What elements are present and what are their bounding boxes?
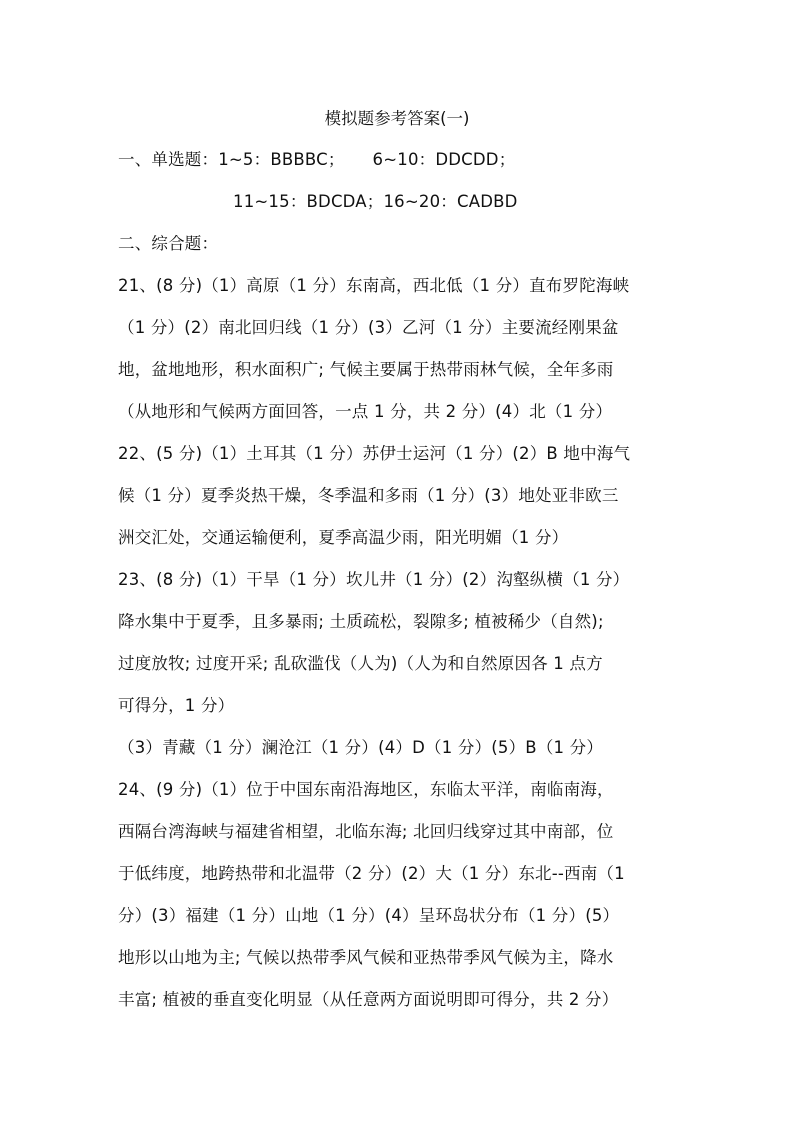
answer-line: 可得分，1 分） (118, 696, 235, 715)
answer-line: 西隔台湾海峡与福建省相望，北临东海; 北回归线穿过其中南部，位 (118, 822, 614, 841)
answer-line: 23、(8 分)（1）干旱（1 分）坎儿井（1 分）(2）沟壑纵横（1 分） (118, 570, 630, 589)
answer-line: 降水集中于夏季，且多暴雨; 土质疏松，裂隙多; 植被稀少（自然); (118, 612, 604, 631)
answer-line: 过度放牧; 过度开采; 乱砍滥伐（人为)（人为和自然原因各 1 点方 (118, 654, 603, 673)
answer-line: （3）青藏（1 分）澜沧江（1 分）(4）D（1 分）(5）B（1 分） (118, 738, 604, 757)
answer-line: 22、(5 分)（1）土耳其（1 分）苏伊士运河（1 分）(2）B 地中海气 (118, 444, 631, 463)
answer-line: （1 分）(2）南北回归线（1 分）(3）乙河（1 分）主要流经刚果盆 (118, 318, 619, 337)
answer-line: 丰富; 植被的垂直变化明显（从任意两方面说明即可得分，共 2 分） (118, 990, 619, 1009)
section-comprehensive-heading: 二、综合题： (118, 234, 219, 253)
answer-line: 地形以山地为主; 气候以热带季风气候和亚热带季风气候为主，降水 (118, 948, 614, 967)
answer-line: 地，盆地地形，积水面积广; 气候主要属于热带雨林气候，全年多雨 (118, 360, 614, 379)
answer-line: （从地形和气候两方面回答，一点 1 分，共 2 分）(4）北（1 分） (118, 402, 613, 421)
page-title: 模拟题参考答案(一) (324, 109, 470, 128)
answer-line: 分）(3）福建（1 分）山地（1 分）(4）呈环岛状分布（1 分）(5） (118, 906, 620, 925)
answer-line: 21、(8 分)（1）高原（1 分）东南高，西北低（1 分）直布罗陀海峡 (118, 276, 630, 295)
single-choice-answers-1: 一、单选题：1~5：BBBBC； (118, 150, 345, 169)
single-choice-answers-2: 6~10：DDCDD； (372, 150, 516, 169)
answer-line: 候（1 分）夏季炎热干燥，冬季温和多雨（1 分）(3）地处亚非欧三 (118, 486, 619, 505)
section-single-choice-line1 (118, 148, 515, 172)
answer-line: 洲交汇处，交通运输便利，夏季高温少雨，阳光明媚（1 分） (118, 528, 569, 547)
answer-line: 于低纬度，地跨热带和北温带（2 分）(2）大（1 分）东北--西南（1 (118, 864, 625, 883)
answer-line: 24、(9 分)（1）位于中国东南沿海地区，东临太平洋，南临南海， (118, 780, 614, 799)
single-choice-answers-3: 11~15：BDCDA；16~20：CADBD (233, 192, 518, 211)
